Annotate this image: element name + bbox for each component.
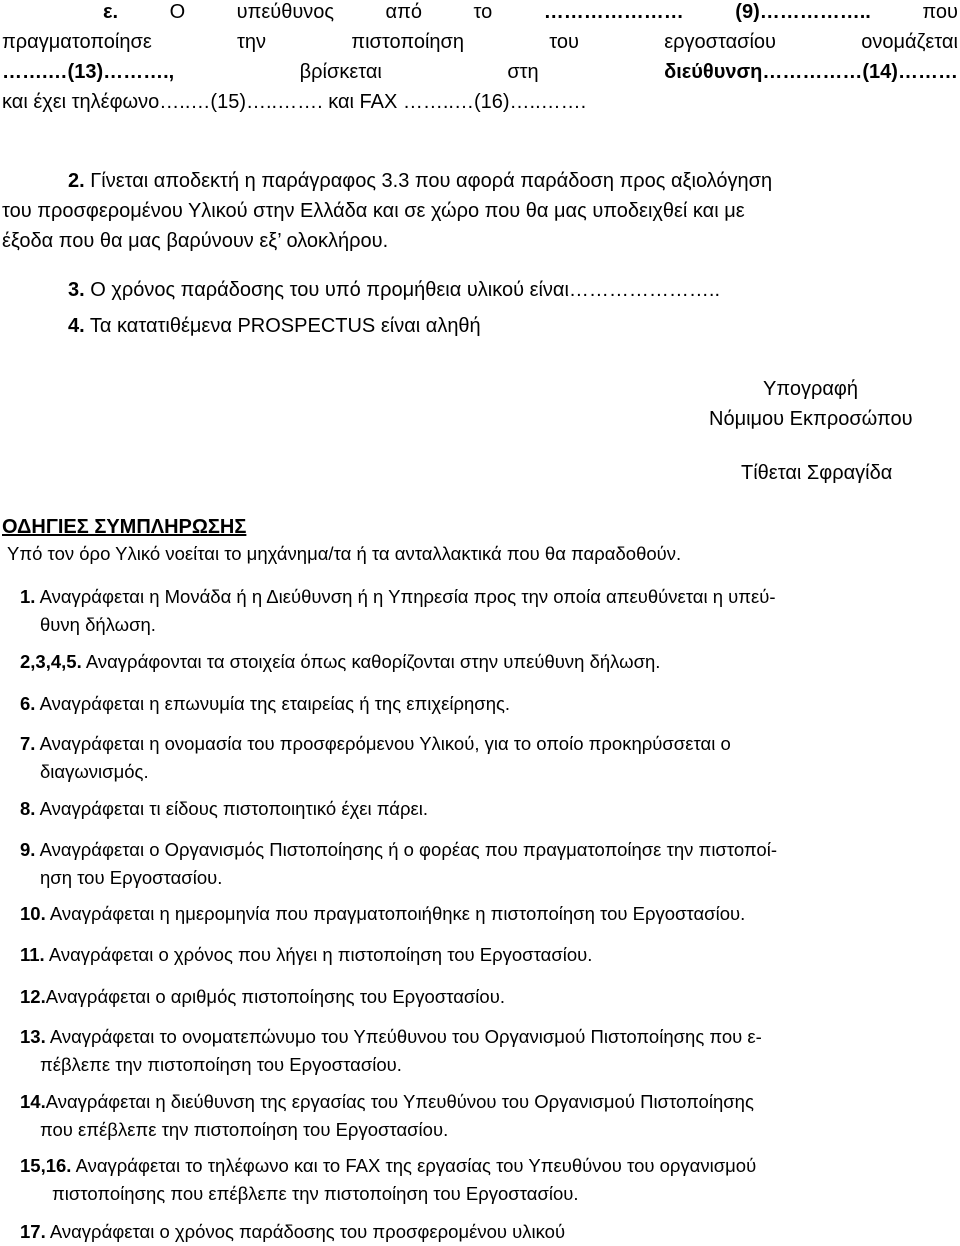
instruction-item-2-5 bbox=[20, 648, 958, 676]
instruction-item-6 bbox=[20, 690, 958, 718]
instruction-item-9 bbox=[20, 836, 958, 891]
item-text: Αναγράφεται η ονομασία του προσφερόμενου Υλικού, για το οποίο προκηρύσσεται ο bbox=[39, 733, 731, 754]
stamp-label: Τίθεται Σφραγίδα bbox=[741, 462, 893, 484]
word: του bbox=[549, 31, 579, 53]
item-text: Αναγράφεται ο χρόνος που λήγει η πιστοποίηση του Εργοστασίου. bbox=[48, 944, 593, 965]
item-text: Αναγράφεται η ημερομηνία που πραγματοποιήθηκε η πιστοποίηση του Εργοστασίου. bbox=[49, 903, 746, 924]
item-text: Αναγράφονται τα στοιχεία όπως καθορίζονται στην υπεύθυνη δήλωση. bbox=[85, 651, 661, 672]
instructions-heading: ΟΔΗΓΙΕΣ ΣΥΜΠΛΗΡΩΣΗΣ bbox=[2, 516, 247, 538]
instruction-item-12 bbox=[20, 983, 958, 1011]
instruction-item-10 bbox=[20, 900, 958, 928]
item-text: Αναγράφεται τι είδους πιστοποιητικό έχει πάρει. bbox=[39, 798, 428, 819]
blank-field: ………………… bbox=[543, 1, 684, 23]
item-text: Αναγράφεται ο Οργανισμός Πιστοποίησης ή ο φορέας που πραγματοποίησε την πιστοποί- bbox=[39, 839, 777, 860]
item-text: Αναγράφεται η επωνυμία της εταιρείας ή της επιχείρησης. bbox=[39, 693, 511, 714]
item-text: Αναγράφεται ο αριθμός πιστοποίησης του Εργοστασίου. bbox=[45, 986, 505, 1007]
word: την bbox=[237, 31, 267, 53]
item-number: 17. bbox=[20, 1221, 46, 1242]
item-text: Τα κατατιθέμενα PROSPECTUS είναι αληθή bbox=[89, 315, 481, 337]
section-e-label: ε. bbox=[103, 1, 119, 23]
item-2-line-2: του προσφερομένου Υλικού στην Ελλάδα και σε χώρο που θα μας υποδειχθεί και με bbox=[2, 200, 745, 222]
item-3 bbox=[68, 275, 720, 305]
section-e-line-1 bbox=[103, 0, 958, 27]
item-number: 12. bbox=[20, 986, 46, 1007]
item-number: 14. bbox=[20, 1091, 46, 1112]
item-number: 2. bbox=[68, 170, 85, 192]
field-14: διεύθυνση……………(14)……… bbox=[664, 61, 958, 83]
item-number: 11. bbox=[20, 944, 45, 965]
item-text: Ο χρόνος παράδοσης του υπό προμήθεια υλικού είναι………………….. bbox=[90, 279, 721, 301]
item-first-line bbox=[20, 730, 958, 758]
word: Ο bbox=[169, 1, 186, 23]
item-2-line-3: έξοδα που θα μας βαρύνουν εξ’ ολοκλήρου. bbox=[2, 230, 389, 252]
word: εργοστασίου bbox=[664, 31, 776, 53]
word: υπεύθυνος bbox=[236, 1, 335, 23]
item-text-continued: θυνη δήλωση. bbox=[40, 613, 156, 635]
word: πραγματοποίησε bbox=[2, 31, 152, 53]
instruction-item-14 bbox=[20, 1088, 958, 1143]
section-e-line-3 bbox=[2, 57, 958, 87]
instruction-item-7 bbox=[20, 730, 958, 785]
item-2-line-1 bbox=[68, 166, 772, 196]
item-text-continued: διαγωνισμός. bbox=[40, 760, 149, 782]
item-number: 1. bbox=[20, 586, 36, 607]
item-number: 13. bbox=[20, 1026, 46, 1047]
item-text-continued: ηση του Εργοστασίου. bbox=[40, 866, 223, 888]
section-e-line-4: και έχει τηλέφωνο…..…(15)…..……. και FAX ……..…(16)…..……. bbox=[2, 91, 587, 113]
word: ονομάζεται bbox=[861, 31, 958, 53]
item-text-continued: πιστοποίησης που επέβλεπε την πιστοποίηση του Εργοστασίου. bbox=[52, 1182, 579, 1204]
word: πιστοποίηση bbox=[351, 31, 464, 53]
instructions-intro: Υπό τον όρο Υλικό νοείται το μηχάνημα/τα ή τα ανταλλακτικά που θα παραδοθούν. bbox=[7, 543, 682, 564]
legal-representative-label: Νόμιμου Εκπροσώπου bbox=[709, 408, 913, 430]
item-number: 10. bbox=[20, 903, 46, 924]
item-text: Γίνεται αποδεκτή η παράγραφος 3.3 που αφορά παράδοση προς αξιολόγηση bbox=[90, 170, 773, 192]
item-text-continued: που επέβλεπε την πιστοποίηση του Εργοστασίου. bbox=[40, 1118, 449, 1140]
item-first-line-text bbox=[20, 730, 731, 758]
item-number: 15,16. bbox=[20, 1155, 72, 1176]
word: στη bbox=[507, 61, 539, 83]
field-13: …….…(13)………., bbox=[2, 61, 175, 83]
section-e-line-2 bbox=[2, 27, 958, 57]
item-number: 4. bbox=[68, 315, 85, 337]
instruction-item-8 bbox=[20, 795, 958, 823]
item-number: 8. bbox=[20, 798, 36, 819]
word: από bbox=[385, 1, 423, 23]
item-text: Αναγράφεται το τηλέφωνο και το FAX της εργασίας του Υπευθύνου του οργανισμού bbox=[75, 1155, 757, 1176]
word: βρίσκεται bbox=[299, 61, 382, 83]
instruction-item-11 bbox=[20, 941, 958, 969]
instruction-item-15-16 bbox=[20, 1152, 958, 1207]
item-4 bbox=[68, 311, 481, 341]
instruction-item-17 bbox=[20, 1218, 958, 1246]
instruction-item-13 bbox=[20, 1023, 958, 1078]
field-9: (9)…………….. bbox=[735, 1, 871, 23]
item-text-continued: πέβλεπε την πιστοποίηση του Εργοστασίου. bbox=[40, 1053, 402, 1075]
item-text: Αναγράφεται η διεύθυνση της εργασίας του Υπευθύνου του Οργανισμού Πιστοποίησης bbox=[45, 1091, 754, 1112]
item-number: 7. bbox=[20, 733, 36, 754]
instruction-item-1 bbox=[20, 583, 958, 638]
word: το bbox=[473, 1, 493, 23]
item-text: Αναγράφεται το ονοματεπώνυμο του Υπεύθυνου του Οργανισμού Πιστοποίησης που ε- bbox=[49, 1026, 762, 1047]
item-number: 3. bbox=[68, 279, 85, 301]
item-number: 6. bbox=[20, 693, 36, 714]
item-text: Αναγράφεται ο χρόνος παράδοσης του προσφερομένου υλικού bbox=[49, 1221, 566, 1242]
item-number: 2,3,4,5. bbox=[20, 651, 82, 672]
item-number: 9. bbox=[20, 839, 36, 860]
signature-label: Υπογραφή bbox=[763, 378, 859, 400]
item-text: Αναγράφεται η Μονάδα ή η Διεύθυνση ή η Υπηρεσία προς την οποία απευθύνεται η υπεύ- bbox=[39, 586, 776, 607]
word: που bbox=[922, 1, 958, 23]
